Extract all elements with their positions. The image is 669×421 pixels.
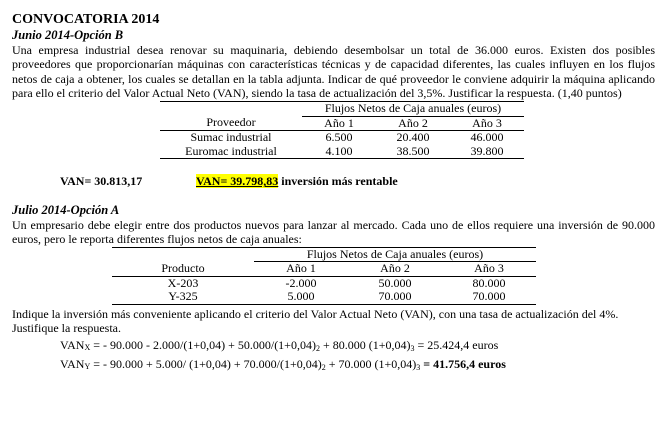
july-year-3: Año 3 xyxy=(474,261,504,276)
van-sumac: VAN= 30.813,17 xyxy=(60,174,143,189)
document-page xyxy=(12,12,655,375)
june-cell: 20.400 xyxy=(376,131,450,145)
formula-label: VAN xyxy=(60,338,85,353)
formula-subscript: Y xyxy=(84,361,91,371)
june-cell: 6.500 xyxy=(302,131,376,145)
formula-exponent: 2 xyxy=(315,344,320,354)
formula-result: = 25.424,4 euros xyxy=(414,338,499,353)
july-row-name: X-203 xyxy=(112,276,254,290)
june-year-2: Año 2 xyxy=(398,115,428,130)
july-row-name: Y-325 xyxy=(112,290,254,304)
july-year-2: Año 2 xyxy=(380,261,410,276)
july-cell: 70.000 xyxy=(442,290,536,304)
june-group-header: Flujos Netos de Caja anuales (euros) xyxy=(302,102,524,117)
july-group-header: Flujos Netos de Caja anuales (euros) xyxy=(254,247,536,262)
july-question: Indique la inversión más conveniente aplicando el criterio del Valor Actual Neto (VAN), con una tasa de actualización del 4%. Justifique la respuesta. xyxy=(12,306,619,336)
formula-van-y xyxy=(60,357,655,375)
june-row-name: Euromac industrial xyxy=(160,145,302,159)
formula-result: = 41.756,4 euros xyxy=(420,356,506,371)
june-van-results xyxy=(12,174,655,189)
formula-body: + 80.000 (1+0,04) xyxy=(319,338,411,353)
july-cell: 50.000 xyxy=(348,276,442,290)
july-row-header: Producto xyxy=(161,261,205,276)
june-cell: 39.800 xyxy=(450,145,524,159)
july-cell: 70.000 xyxy=(348,290,442,304)
june-cell: 4.100 xyxy=(302,145,376,159)
formula-body: = - 90.000 + 5.000/ (1+0,04) + 70.000/(1+0,04) xyxy=(90,356,322,371)
july-statement: Un empresario debe elegir entre dos productos nuevos para lanzar al mercado. Cada uno de ellos requiere una inversión de 90.000 euros, pero le reporta diferentes flujos netos de caja anuales: xyxy=(12,218,655,247)
june-cell: 38.500 xyxy=(376,145,450,159)
van-euromac: VAN= 39.798,83 xyxy=(196,174,279,189)
june-year-1: Año 1 xyxy=(324,115,354,130)
july-subtitle: Julio 2014-Opción A xyxy=(12,203,120,218)
formula-exponent: 3 xyxy=(410,344,415,354)
formula-body: = - 90.000 - 2.000/(1+0,04) + 50.000/(1+0,04) xyxy=(90,338,316,353)
formula-subscript: X xyxy=(84,343,91,353)
july-year-1: Año 1 xyxy=(286,261,316,276)
formula-body: + 70.000 (1+0,04) xyxy=(325,356,417,371)
formula-label: VAN xyxy=(60,356,85,371)
june-subtitle: Junio 2014-Opción B xyxy=(12,28,124,42)
july-cell: -2.000 xyxy=(254,276,348,290)
july-cashflow-table xyxy=(112,247,536,305)
formula-exponent: 2 xyxy=(321,362,326,372)
document-heading: CONVOCATORIA 2014 xyxy=(12,12,160,27)
july-cell: 5.000 xyxy=(254,290,348,304)
formula-exponent: 3 xyxy=(416,362,421,372)
june-year-3: Año 3 xyxy=(472,115,502,130)
june-row-header: Proveedor xyxy=(206,115,256,130)
june-statement: Una empresa industrial desea renovar su maquinaria, debiendo desembolsar un total de 36.000 euros. Existen dos posibles proveedores que proporcionarían máquinas con características técnicas y de capacidad diferentes, las cuales influyen en los flujos netos de caja a obtener, los cuales se detallan en la tabla adjunta. Indicar de qué proveedor le conviene adquirir la máquina aplicando para ello el criterio del Valor Actual Neto (VAN), siendo la tasa de actualización del 3,5%. Justificar la respuesta. (1,40 puntos) xyxy=(12,43,655,100)
van-note: inversión más rentable xyxy=(281,174,398,189)
june-row-name: Sumac industrial xyxy=(160,131,302,145)
june-cell: 46.000 xyxy=(450,131,524,145)
june-cashflow-table xyxy=(160,101,524,159)
formula-van-x xyxy=(60,338,655,356)
july-cell: 80.000 xyxy=(442,276,536,290)
